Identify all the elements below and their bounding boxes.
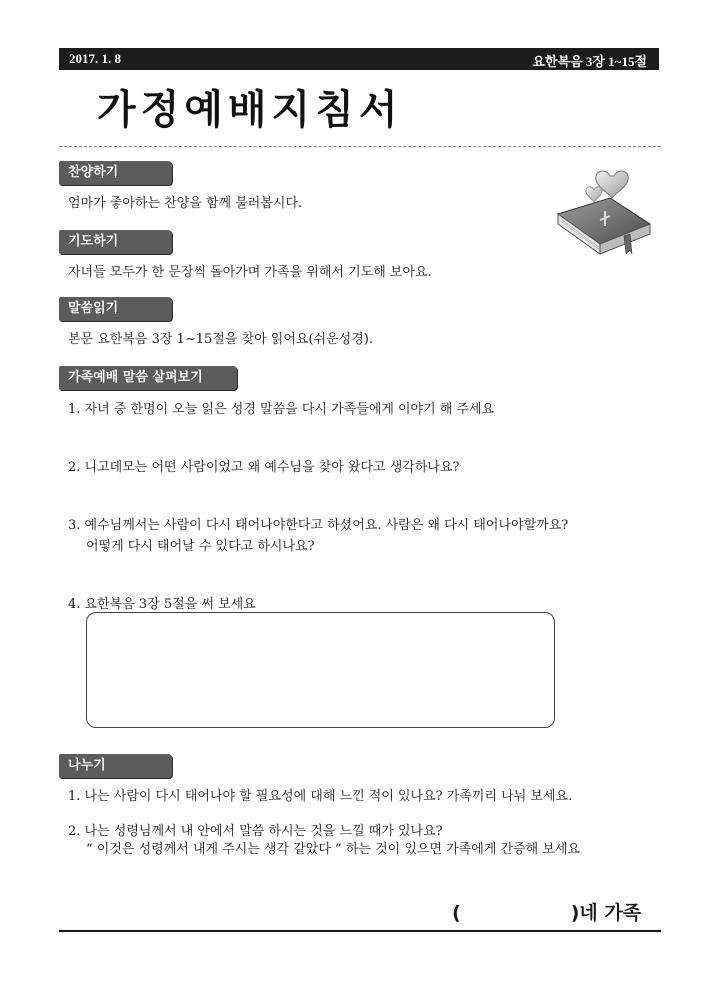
- page-title: 가정예배지침서: [97, 87, 403, 133]
- study-question-3: 3. 예수님께서는 사람이 다시 태어나야한다고 하셨어요. 사람은 왜 다시 태어나야할까요?: [68, 518, 569, 533]
- sharing-question-2: 2. 나는 성령님께서 내 안에서 말씀 하시는 것을 느낄 때가 있나요?: [68, 824, 443, 839]
- bible-heart-illustration: [548, 162, 658, 272]
- sharing-section-badge: 나누기: [59, 754, 172, 778]
- study-question-1: 1. 자녀 중 한명이 오늘 읽은 성경 말씀을 다시 가족들에게 이야기 해 주세요: [68, 402, 495, 417]
- family-suffix: )네 가족: [570, 902, 642, 924]
- study-question-3-continued: 어떻게 다시 태어날 수 있다고 하시나요?: [86, 539, 315, 554]
- study-question-4: 4. 요한복음 3장 5절을 써 보세요: [68, 597, 256, 612]
- praise-instruction: 엄마가 좋아하는 찬양을 함께 불러봅시다.: [68, 196, 303, 211]
- prayer-instruction: 자녀들 모두가 한 문장씩 돌아가며 가족을 위해서 기도해 보아요.: [68, 265, 432, 280]
- sharing-question-1: 1. 나는 사람이 다시 태어나야 할 필요성에 대해 느낀 적이 있나요? 가족끼리 나눠 보세요.: [68, 789, 573, 804]
- header-bar: [59, 48, 659, 70]
- reading-instruction: 본문 요한복음 3장 1~15절을 찾아 읽어요(쉬운성경).: [68, 332, 373, 347]
- study-section-badge: 가족예배 말씀 살펴보기: [59, 366, 237, 390]
- scripture-reference: 요한복음 3장 1~15절: [532, 54, 647, 69]
- praise-section-badge: 찬양하기: [59, 161, 172, 185]
- bottom-rule: [59, 930, 661, 932]
- family-name-field[interactable]: [452, 898, 641, 925]
- family-open-paren: (: [452, 902, 461, 924]
- prayer-section-badge: 기도하기: [59, 230, 172, 254]
- sharing-question-2-continued: “ 이것은 성령께서 내게 주시는 생각 같았다 ” 하는 것이 있으면 가족에게 간증해 보세요: [86, 842, 580, 857]
- reading-section-badge: 말씀읽기: [59, 297, 172, 321]
- dashed-divider: [59, 146, 661, 147]
- study-question-2: 2. 니고데모는 어떤 사람이었고 왜 예수님을 찾아 왔다고 생각하나요?: [68, 460, 460, 475]
- verse-writing-box[interactable]: [86, 612, 555, 728]
- worship-date: 2017. 1. 8: [69, 51, 121, 66]
